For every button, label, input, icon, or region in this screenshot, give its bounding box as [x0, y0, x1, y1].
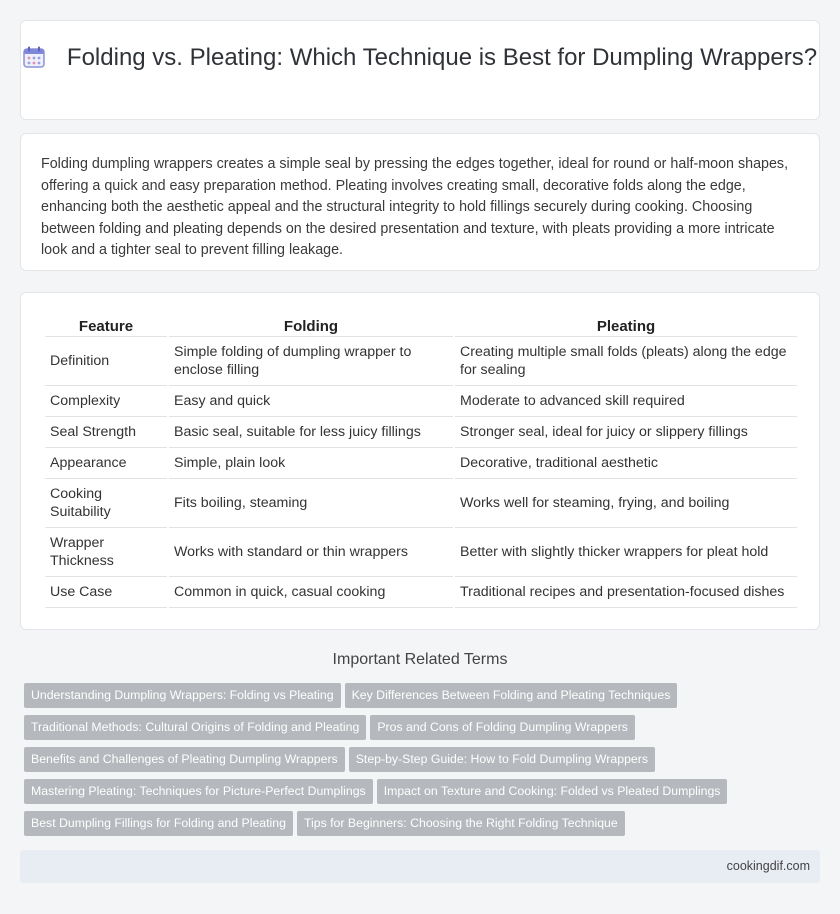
table-cell: Appearance	[45, 448, 167, 479]
table-cell: Use Case	[45, 577, 167, 608]
table-cell: Wrapper Thickness	[45, 528, 167, 577]
related-term-tag[interactable]: Mastering Pleating: Techniques for Picture-Perfect Dumplings	[24, 779, 373, 804]
header-feature: Feature	[45, 315, 167, 337]
comparison-table	[43, 315, 799, 608]
table-cell: Works with standard or thin wrappers	[169, 528, 453, 577]
table-cell: Simple folding of dumpling wrapper to enclose filling	[169, 337, 453, 386]
page-title: Folding vs. Pleating: Which Technique is Best for Dumpling Wrappers?	[66, 44, 818, 71]
table-cell: Creating multiple small folds (pleats) along the edge for sealing	[455, 337, 797, 386]
related-term-tag[interactable]: Benefits and Challenges of Pleating Dumpling Wrappers	[24, 747, 345, 772]
table-cell: Common in quick, casual cooking	[169, 577, 453, 608]
table-row	[45, 386, 797, 417]
table-cell: Easy and quick	[169, 386, 453, 417]
tag-row	[24, 683, 824, 715]
footer	[20, 850, 820, 883]
table-cell: Complexity	[45, 386, 167, 417]
header-pleating: Pleating	[455, 315, 797, 337]
table-cell: Better with slightly thicker wrappers for pleat hold	[455, 528, 797, 577]
table-row	[45, 448, 797, 479]
tag-row	[24, 715, 824, 747]
tag-row	[24, 811, 824, 843]
table-cell: Cooking Suitability	[45, 479, 167, 528]
comparison-table-card	[20, 292, 820, 630]
related-terms-title: Important Related Terms	[332, 651, 508, 668]
tag-row	[24, 747, 824, 779]
table-row	[45, 577, 797, 608]
table-cell: Decorative, traditional aesthetic	[455, 448, 797, 479]
related-term-tag[interactable]: Step-by-Step Guide: How to Fold Dumpling Wrappers	[349, 747, 655, 772]
table-cell: Fits boiling, steaming	[169, 479, 453, 528]
related-term-tag[interactable]: Key Differences Between Folding and Pleating Techniques	[345, 683, 678, 708]
header-card	[20, 20, 820, 120]
table-cell: Definition	[45, 337, 167, 386]
table-cell: Stronger seal, ideal for juicy or slippery fillings	[455, 417, 797, 448]
related-term-tag[interactable]: Impact on Texture and Cooking: Folded vs Pleated Dumplings	[377, 779, 728, 804]
table-header-row	[45, 315, 797, 337]
footer-site-link[interactable]: cookingdif.com	[726, 859, 810, 873]
related-terms-list	[24, 683, 824, 843]
table-cell: Traditional recipes and presentation-focused dishes	[455, 577, 797, 608]
calendar-icon	[23, 46, 45, 68]
related-term-tag[interactable]: Tips for Beginners: Choosing the Right Folding Technique	[297, 811, 625, 836]
table-cell: Moderate to advanced skill required	[455, 386, 797, 417]
intro-card	[20, 133, 820, 271]
table-row	[45, 479, 797, 528]
table-cell: Seal Strength	[45, 417, 167, 448]
table-row	[45, 337, 797, 386]
table-cell: Basic seal, suitable for less juicy fillings	[169, 417, 453, 448]
intro-paragraph: Folding dumpling wrappers creates a simple seal by pressing the edges together, ideal for round or half-moon shapes, offering a quick and easy preparation method. Pleating involves creating small, decorative folds along the edge, enhancing both the aesthetic appeal and the structural integrity to hold fillings securely during cooking. Choosing between folding and pleating depends on the desired presentation and texture, with pleats providing a more intricate look and a tighter seal to prevent filling leakage.	[41, 156, 789, 258]
related-term-tag[interactable]: Best Dumpling Fillings for Folding and Pleating	[24, 811, 293, 836]
table-row	[45, 528, 797, 577]
table-row	[45, 417, 797, 448]
page-title-wrap	[21, 43, 819, 73]
table-cell: Simple, plain look	[169, 448, 453, 479]
related-term-tag[interactable]: Traditional Methods: Cultural Origins of Folding and Pleating	[24, 715, 366, 740]
related-term-tag[interactable]: Pros and Cons of Folding Dumpling Wrappers	[370, 715, 635, 740]
table-cell: Works well for steaming, frying, and boiling	[455, 479, 797, 528]
tag-row	[24, 779, 824, 811]
header-folding: Folding	[169, 315, 453, 337]
related-term-tag[interactable]: Understanding Dumpling Wrappers: Folding vs Pleating	[24, 683, 341, 708]
